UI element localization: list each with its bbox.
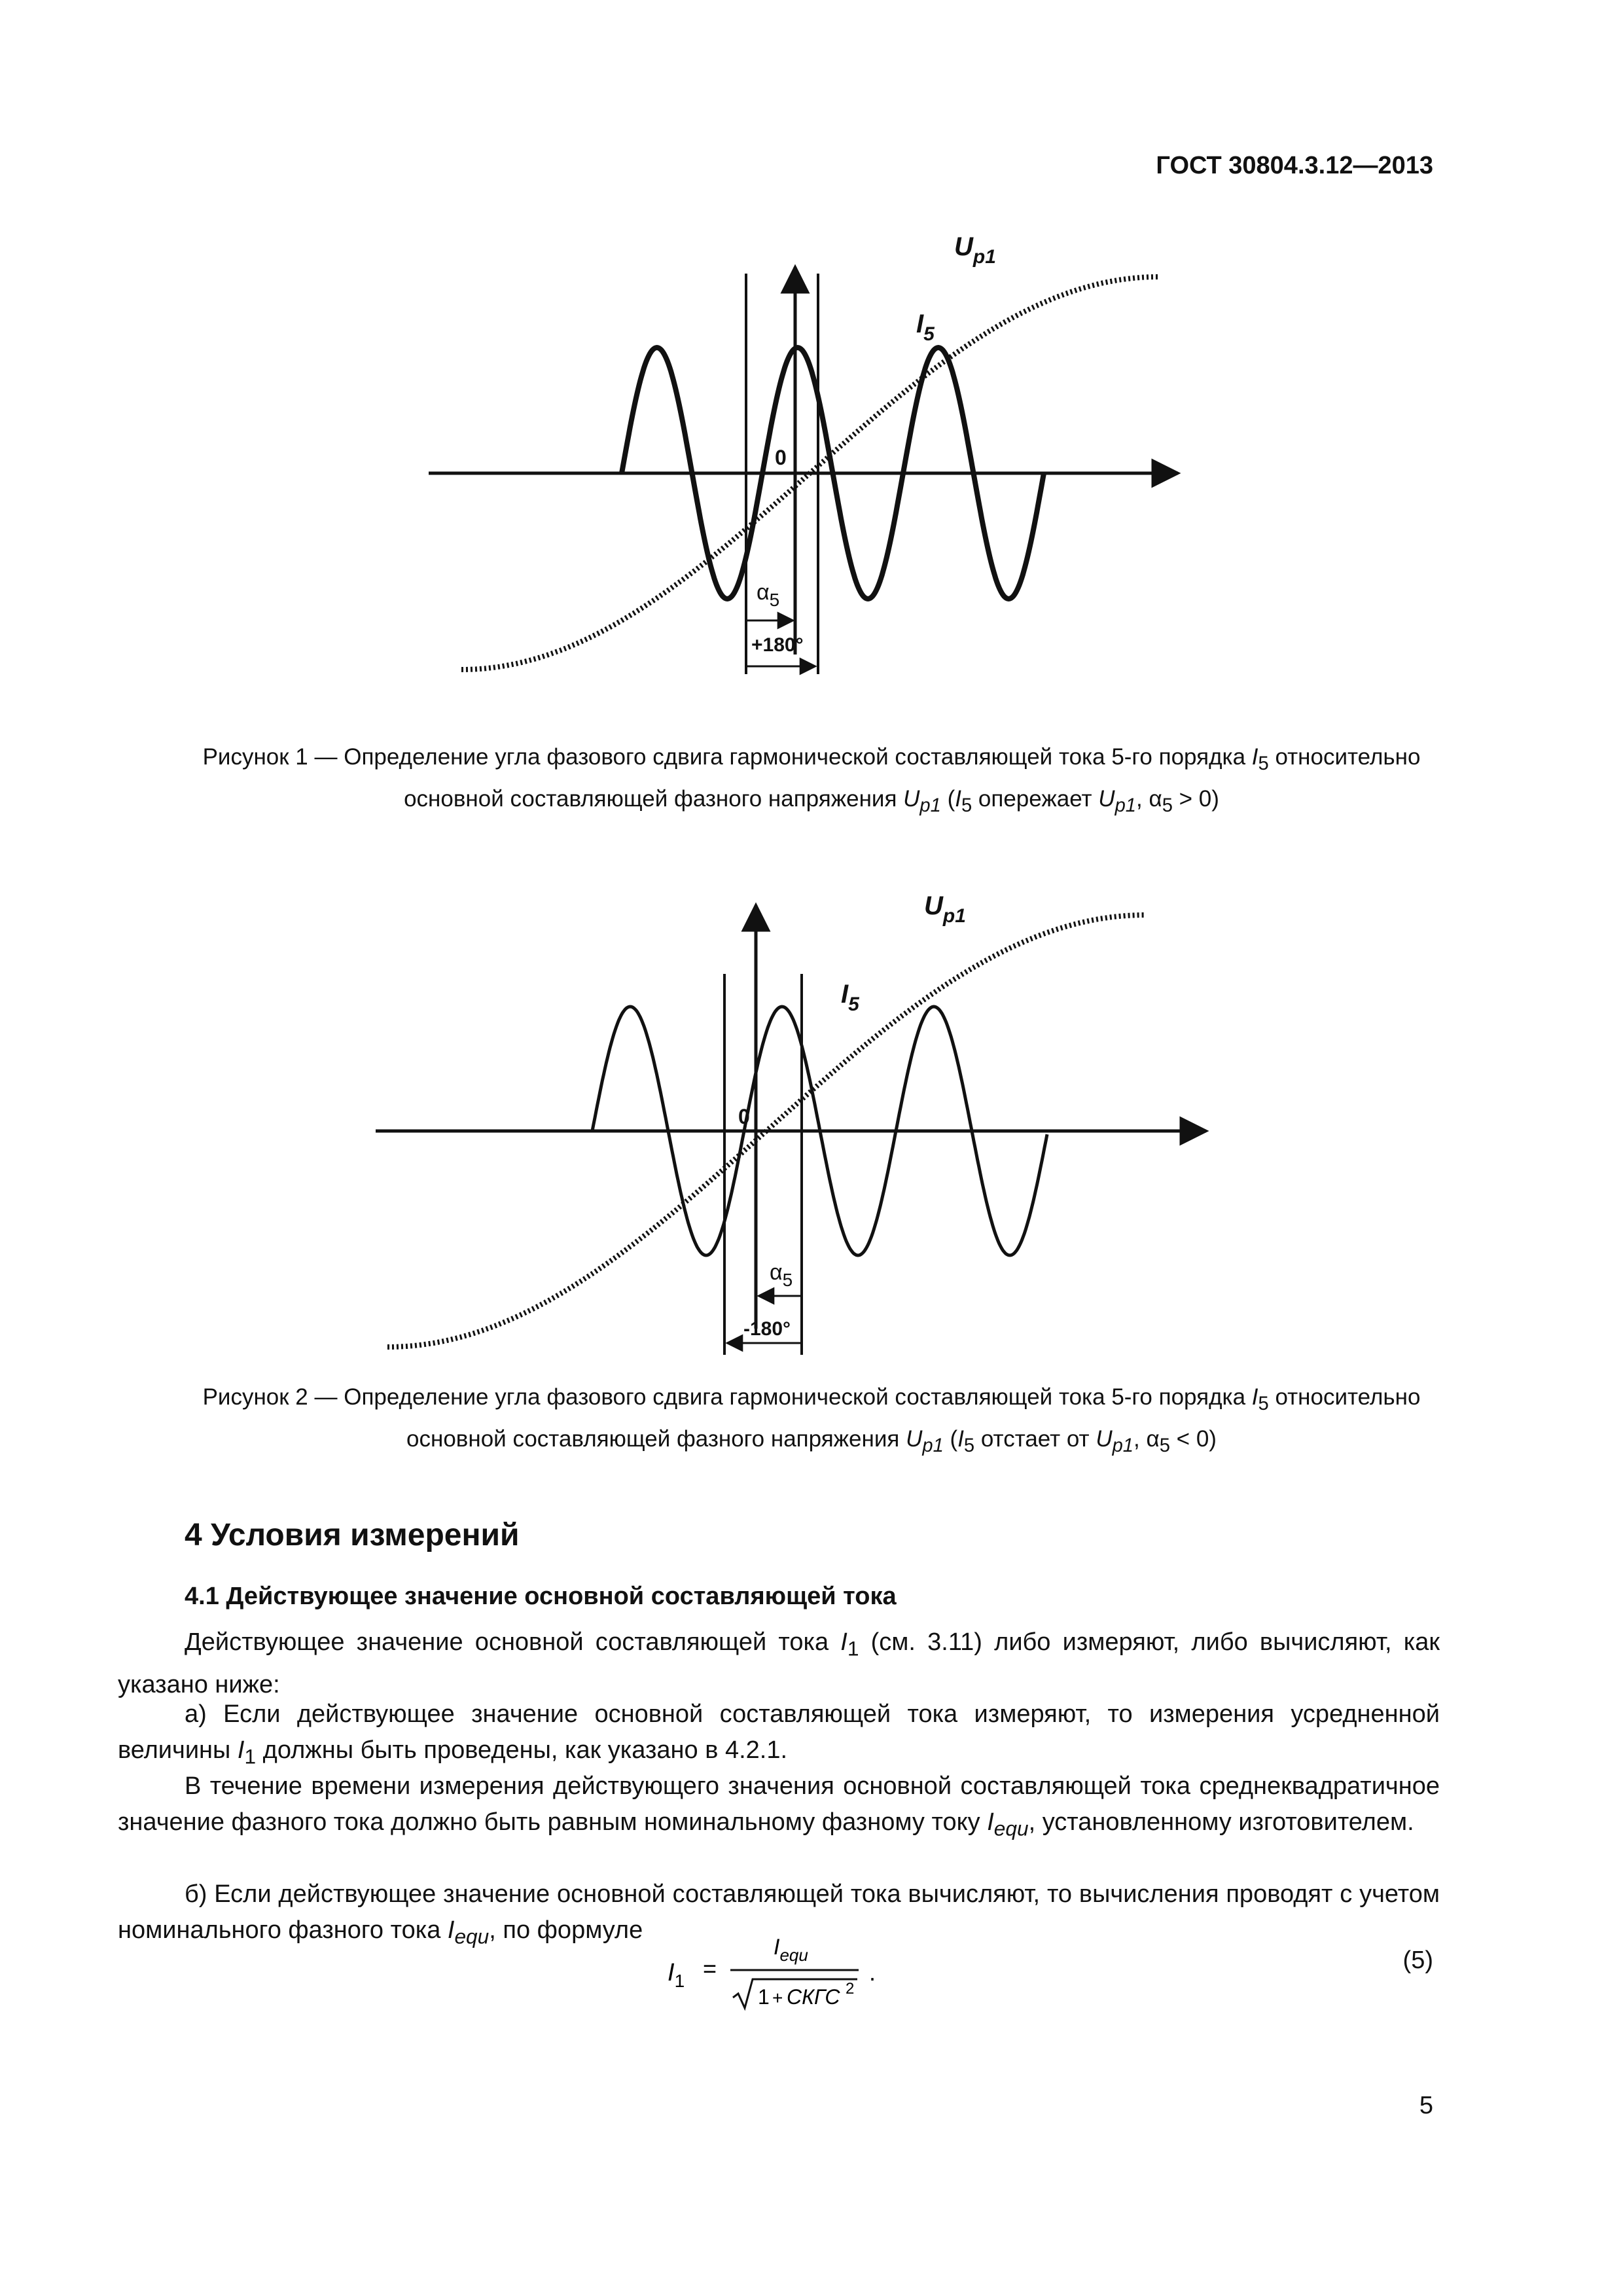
paragraph-2: а) Если действующее значение основной составляющей тока измеряют, то измерения усредненной величины $I_1$ должны быть проведены, как указано в 4.2.1.: [118, 1700, 1440, 1768]
paragraph-3: В течение времени измерения действующего значения основной составляющей тока среднеквадратичное значение фазного тока должно быть равным номинальному фазному току $I_{equ}$, установленному изготовителем.: [118, 1772, 1440, 1840]
fig1-label-u: $U_{p1}$: [954, 232, 996, 268]
svg-text:2: 2: [846, 1980, 855, 1998]
fig1-label-angle: +180°: [751, 634, 804, 656]
fig2-label-angle: -180°: [743, 1318, 791, 1340]
paragraph-1: Действующее значение основной составляющей тока $I_1$ (см. 3.11) либо измеряют, либо вычисляют, как указано ниже:: [118, 1628, 1440, 1698]
equation-number: (5): [1402, 1946, 1433, 1974]
fig2-label-alpha: $\alpha_5$: [770, 1260, 793, 1290]
svg-text:=: =: [703, 1955, 717, 1982]
svg-text:СКГС: СКГС: [787, 1985, 840, 2009]
svg-text:.: .: [869, 1959, 876, 1986]
fig1-label-zero: 0: [775, 446, 787, 469]
svg-text:I1: $I_1$: [668, 1959, 685, 1991]
subsection-heading: 4.1 Действующее значение основной составляющей тока: [185, 1583, 897, 1610]
section-heading: 4 Условия измерений: [185, 1518, 520, 1552]
figure-2: [376, 891, 1206, 1355]
formula-5: [661, 1924, 923, 2016]
fig1-voltage-curve: [461, 277, 1158, 670]
figure-2-caption: Рисунок 2 — Определение угла фазового сдвига гармонической составляющей тока 5-го порядка $I_5$ относительно основной составляющей фазного напряжения $U_{p1}$ ($I_5$ отстает от $U_{p1}$, $\alpha_5 < 0$): [202, 1384, 1421, 1456]
paragraph-4: б) Если действующее значение основной составляющей тока вычисляют, то вычисления проводят с учетом номинального фазного тока $I_{equ}$, по формуле: [118, 1880, 1440, 1948]
svg-text:+: +: [772, 1988, 783, 2008]
svg-text:1: 1: [758, 1985, 770, 2009]
fig2-label-u: $U_{p1}$: [924, 891, 966, 927]
fig2-current-curve: [592, 1007, 1047, 1255]
svg-text:Iequ: $I_{equ}$: [774, 1935, 808, 1965]
page-number: 5: [1419, 2092, 1433, 2119]
fig1-current-curve: [622, 348, 1044, 599]
fig1-label-alpha: $\alpha_5$: [757, 580, 780, 610]
fig2-label-i: $I_5$: [841, 980, 859, 1015]
figure-1: [429, 232, 1178, 674]
fig2-label-zero: 0: [738, 1105, 750, 1128]
document-code: ГОСТ 30804.3.12—2013: [1156, 152, 1433, 179]
fig2-voltage-curve: [387, 915, 1145, 1347]
fig1-label-i: $I_5$: [916, 310, 935, 345]
figure-1-caption: Рисунок 1 — Определение угла фазового сдвига гармонической составляющей тока 5-го порядка $I_5$ относительно основной составляющей фазного напряжения $U_{p1}$ ($I_5$ опережает $U_{p1}$, $\alpha_5 > 0$): [202, 744, 1421, 816]
